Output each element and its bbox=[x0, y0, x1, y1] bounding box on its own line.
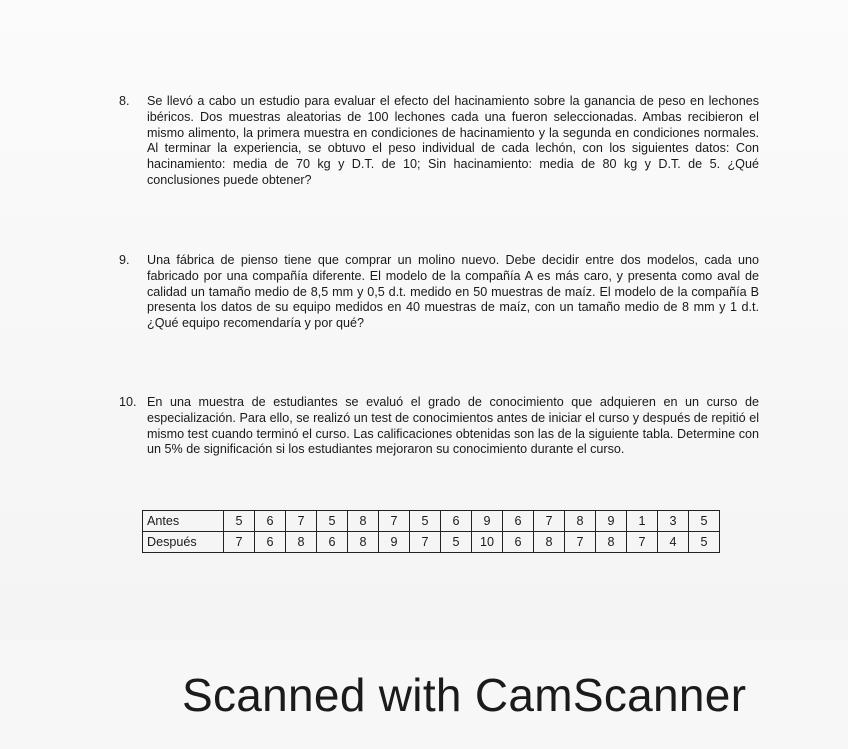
table-cell: 6 bbox=[503, 511, 534, 532]
row-label: Después bbox=[143, 532, 224, 553]
table-cell: 7 bbox=[224, 532, 255, 553]
table-cell: 3 bbox=[658, 511, 689, 532]
table-cell: 1 bbox=[627, 511, 658, 532]
table-cell: 8 bbox=[348, 532, 379, 553]
table-cell: 5 bbox=[317, 511, 348, 532]
table-cell: 6 bbox=[255, 511, 286, 532]
problem-text: Una fábrica de pienso tiene que comprar un molino nuevo. Debe decidir entre dos modelos, cada uno fabricado por una compañía diferente. El modelo de la compañía A es más caro, y presenta como aval de calidad un tamaño medio de 8,5 mm y 0,5 d.t. medido en 50 muestras de maíz. El modelo de la compañía B presenta los datos de su equipo medidos en 40 muestras de maíz, con un tamaño medio de 8 mm y 1 d.t. ¿Qué equipo recomendaría y por qué? bbox=[147, 253, 759, 331]
table-cell: 7 bbox=[534, 511, 565, 532]
table-cell: 6 bbox=[503, 532, 534, 553]
problem-text: Se llevó a cabo un estudio para evaluar el efecto del hacinamiento sobre la ganancia de peso en lechones ibéricos. Dos muestras aleatorias de 100 lechones cada una fueron seleccionadas. Ambas recibieron el mismo alimento, la primera muestra en condiciones de hacinamiento y la segunda en condiciones normales. Al terminar la experiencia, se obtuvo el peso individual de cada lechón, con los siguientes datos: Con hacinamiento: media de 70 kg y D.T. de 10; Sin hacinamiento: media de 80 kg y D.T. de 5. ¿Qué conclusiones puede obtener? bbox=[147, 94, 759, 187]
table-cell: 8 bbox=[348, 511, 379, 532]
table-cell: 8 bbox=[565, 511, 596, 532]
table-cell: 6 bbox=[441, 511, 472, 532]
problem-text: En una muestra de estudiantes se evaluó el grado de conocimiento que adquieren en un curso de especialización. Para ello, se realizó un test de conocimientos antes de iniciar el curso y después de repitió el mismo test cuando terminó el curso. Las calificaciones obtenidas son las de la siguiente tabla. Determine con un 5% de significación si los estudiantes mejoraron su conocimiento durante el curso. bbox=[147, 395, 759, 457]
table-cell: 6 bbox=[317, 532, 348, 553]
table-cell: 4 bbox=[658, 532, 689, 553]
table-cell: 7 bbox=[286, 511, 317, 532]
table-cell: 7 bbox=[410, 532, 441, 553]
table-cell: 10 bbox=[472, 532, 503, 553]
problem-9 bbox=[119, 253, 759, 332]
problem-8 bbox=[119, 94, 759, 189]
table-cell: 7 bbox=[565, 532, 596, 553]
problem-10 bbox=[119, 395, 759, 458]
table-cell: 9 bbox=[596, 511, 627, 532]
table-cell: 8 bbox=[596, 532, 627, 553]
table-cell: 9 bbox=[379, 532, 410, 553]
table-cell: 7 bbox=[379, 511, 410, 532]
scores-table bbox=[142, 510, 720, 553]
table-row bbox=[143, 532, 720, 553]
table-cell: 5 bbox=[410, 511, 441, 532]
table-cell: 5 bbox=[689, 511, 720, 532]
table-cell: 6 bbox=[255, 532, 286, 553]
table-cell: 5 bbox=[224, 511, 255, 532]
table-cell: 8 bbox=[286, 532, 317, 553]
problem-number: 10. bbox=[119, 395, 137, 409]
table-cell: 8 bbox=[534, 532, 565, 553]
table-row bbox=[143, 511, 720, 532]
table-cell: 7 bbox=[627, 532, 658, 553]
problem-number: 8. bbox=[119, 94, 130, 108]
table-cell: 9 bbox=[472, 511, 503, 532]
problem-number: 9. bbox=[119, 253, 130, 267]
camscanner-watermark: Scanned with CamScanner bbox=[182, 669, 747, 721]
row-label: Antes bbox=[143, 511, 224, 532]
table-cell: 5 bbox=[441, 532, 472, 553]
table-cell: 5 bbox=[689, 532, 720, 553]
